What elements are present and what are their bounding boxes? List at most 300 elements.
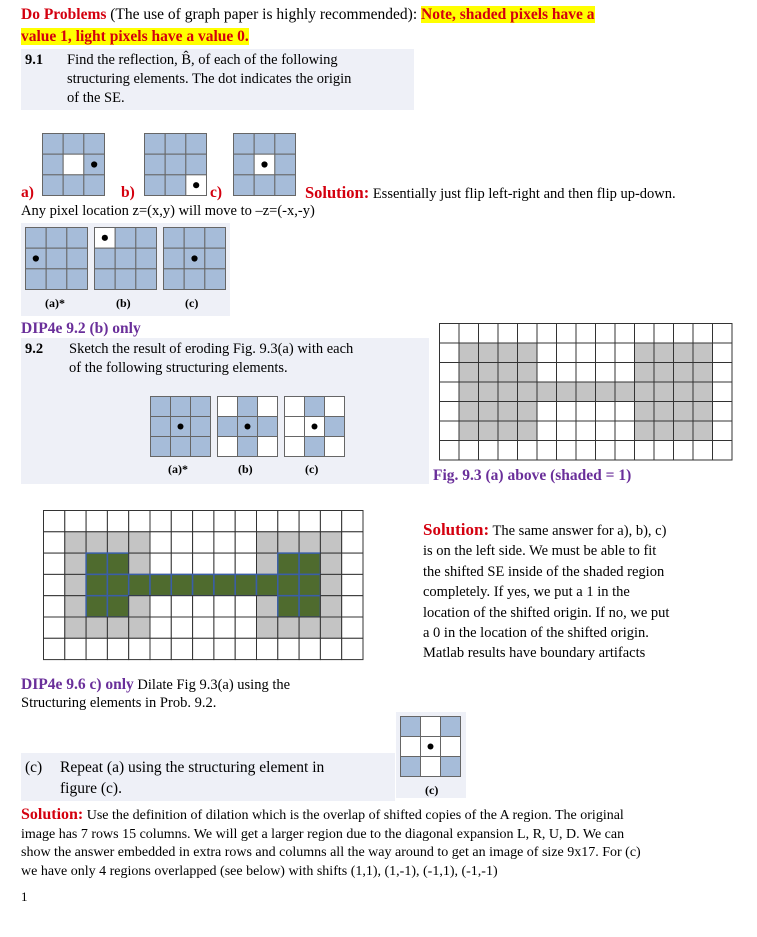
grid-cell — [342, 596, 363, 617]
grid-cell — [299, 574, 320, 595]
grid-cell — [44, 574, 65, 595]
grid-cell — [86, 638, 107, 659]
grid-cell — [278, 596, 299, 617]
grid-cell — [498, 382, 518, 402]
grid-cell — [235, 553, 256, 574]
grid-cell — [576, 382, 596, 402]
grid-cell — [67, 269, 88, 290]
grid-cell — [479, 343, 499, 363]
grid-cell — [26, 228, 47, 249]
grid-cell — [214, 511, 235, 532]
grid-cell — [86, 511, 107, 532]
grid-cell — [459, 402, 479, 422]
grid-cell — [205, 228, 226, 249]
grid-cell — [537, 343, 557, 363]
grid-cell — [537, 363, 557, 383]
grid-cell — [615, 402, 635, 422]
erosion-solution — [423, 520, 753, 664]
repeat-line: Repeat (a) using the structuring element in — [60, 759, 325, 776]
grid-cell — [234, 134, 255, 155]
grid-cell — [320, 617, 341, 638]
grid-cell — [576, 343, 596, 363]
grid-cell — [191, 417, 211, 437]
grid-cell — [171, 574, 192, 595]
grid-cell — [186, 154, 207, 175]
grid-cell — [235, 596, 256, 617]
origin-dot — [193, 182, 199, 188]
grid-cell — [498, 324, 518, 344]
grid-cell — [518, 324, 538, 344]
dilation-solution — [21, 806, 751, 881]
grid-cell — [557, 382, 577, 402]
erosion-solution-label: Solution: — [423, 520, 490, 539]
dip-9-6-text: Dilate Fig 9.3(a) using the — [133, 677, 291, 693]
grid-cell — [615, 363, 635, 383]
problem-line: of the SE. — [67, 90, 125, 106]
grid-cell — [238, 437, 258, 457]
grid-cell — [65, 511, 86, 532]
grid-cell — [171, 532, 192, 553]
grid-cell — [498, 421, 518, 441]
grid-cell — [320, 574, 341, 595]
grid-cell — [63, 154, 84, 175]
grid-cell — [518, 382, 538, 402]
grid-cell — [258, 417, 278, 437]
origin-dot — [191, 255, 197, 261]
reflected-label-c: (c) — [185, 296, 199, 310]
grid-cell — [214, 532, 235, 553]
reflection-solution — [305, 183, 676, 204]
grid-cell — [43, 154, 64, 175]
grid-cell — [518, 402, 538, 422]
grid-cell — [537, 382, 557, 402]
grid-cell — [325, 397, 345, 417]
grid-cell — [518, 421, 538, 441]
grid-cell — [342, 574, 363, 595]
grid-cell — [257, 574, 278, 595]
grid-cell — [214, 574, 235, 595]
origin-dot — [261, 161, 267, 167]
grid-cell — [129, 574, 150, 595]
grid-cell — [576, 363, 596, 383]
grid-cell — [95, 248, 116, 269]
grid-cell — [615, 382, 635, 402]
grid-cell — [537, 421, 557, 441]
grid-cell — [342, 532, 363, 553]
erosion-solution-line: The same answer for a), b), c) — [489, 523, 667, 539]
problem-number: 9.1 — [25, 52, 44, 68]
grid-cell — [325, 417, 345, 437]
erosion-solution-line: is on the left side. We must be able to fit — [423, 543, 657, 560]
erosion-se-grid-c — [284, 396, 346, 458]
se-grid-b — [144, 133, 208, 197]
grid-cell — [107, 553, 128, 574]
grid-cell — [43, 175, 64, 196]
grid-cell — [257, 553, 278, 574]
grid-cell — [186, 134, 207, 155]
grid-cell — [171, 437, 191, 457]
grid-cell — [129, 532, 150, 553]
grid-cell — [136, 269, 157, 290]
grid-cell — [713, 441, 733, 461]
grid-cell — [95, 269, 116, 290]
grid-cell — [193, 574, 214, 595]
grid-cell — [596, 363, 616, 383]
grid-cell — [596, 421, 616, 441]
grid-cell — [65, 574, 86, 595]
grid-cell — [654, 421, 674, 441]
grid-cell — [576, 441, 596, 461]
grid-cell — [258, 437, 278, 457]
grid-cell — [278, 574, 299, 595]
dilation-solution-line: show the answer embedded in extra rows and columns all the way around to get an image of size 9x17. For (c) — [21, 845, 641, 860]
grid-cell — [498, 402, 518, 422]
grid-cell — [479, 421, 499, 441]
grid-cell — [150, 532, 171, 553]
grid-cell — [537, 324, 557, 344]
grid-cell — [654, 363, 674, 383]
grid-cell — [693, 343, 713, 363]
se-label-c: c) — [210, 184, 223, 201]
grid-cell — [43, 134, 64, 155]
move-text: Any pixel location z=(x,y) will move to –z=(-x,-y) — [21, 203, 315, 219]
grid-cell — [86, 553, 107, 574]
grid-cell — [635, 363, 655, 383]
grid-cell — [84, 134, 105, 155]
grid-cell — [218, 417, 238, 437]
dilation-solution-line: we have only 4 regions overlapped (see below) with shifts (1,1), (1,-1), (-1,1), (-1,-1) — [21, 863, 498, 879]
grid-cell — [86, 617, 107, 638]
grid-cell — [498, 441, 518, 461]
problem-number: 9.2 — [25, 341, 44, 357]
grid-cell — [191, 397, 211, 417]
grid-cell — [693, 382, 713, 402]
grid-cell — [305, 397, 325, 417]
grid-cell — [674, 382, 694, 402]
grid-cell — [635, 402, 655, 422]
grid-cell — [26, 269, 47, 290]
grid-cell — [171, 553, 192, 574]
grid-cell — [596, 382, 616, 402]
grid-cell — [596, 324, 616, 344]
grid-cell — [44, 511, 65, 532]
grid-cell — [635, 441, 655, 461]
grid-cell — [320, 638, 341, 659]
dilation-se-grid — [400, 716, 462, 778]
grid-cell — [440, 382, 460, 402]
grid-cell — [401, 717, 421, 737]
origin-dot — [428, 744, 434, 750]
grid-cell — [257, 596, 278, 617]
grid-cell — [576, 421, 596, 441]
do-problems-label: Do Problems — [21, 6, 107, 23]
grid-cell — [557, 343, 577, 363]
shaded-note-line2: value 1, light pixels have a value 0. — [21, 28, 249, 45]
grid-cell — [557, 363, 577, 383]
grid-cell — [136, 228, 157, 249]
grid-cell — [136, 248, 157, 269]
grid-cell — [65, 553, 86, 574]
grid-cell — [214, 596, 235, 617]
se-label-a-row — [21, 183, 34, 203]
repeat-block — [21, 753, 395, 801]
grid-cell — [171, 511, 192, 532]
solution-text: Essentially just flip left-right and then flip up-down. — [369, 186, 676, 202]
dilation-solution-label: Solution: — [21, 806, 84, 823]
grid-cell — [325, 437, 345, 457]
grid-cell — [635, 343, 655, 363]
grid-cell — [165, 154, 186, 175]
grid-cell — [145, 175, 166, 196]
grid-cell — [441, 757, 461, 777]
grid-cell — [285, 417, 305, 437]
grid-cell — [479, 324, 499, 344]
se-label-b-row — [121, 183, 135, 203]
grid-cell — [129, 511, 150, 532]
grid-cell — [674, 343, 694, 363]
erosion-result-grid — [43, 510, 365, 662]
fig-9-3a-grid — [439, 323, 735, 462]
grid-cell — [107, 617, 128, 638]
reflected-se-grid-c — [163, 227, 227, 291]
grid-cell — [557, 402, 577, 422]
se-grid-c — [233, 133, 297, 197]
grid-cell — [615, 324, 635, 344]
grid-cell — [693, 421, 713, 441]
problem-line: Find the reflection, B̂, of each of the following — [67, 52, 338, 68]
grid-cell — [235, 532, 256, 553]
grid-cell — [44, 596, 65, 617]
grid-cell — [254, 134, 275, 155]
grid-cell — [693, 402, 713, 422]
grid-cell — [150, 596, 171, 617]
grid-cell — [150, 553, 171, 574]
grid-cell — [440, 363, 460, 383]
grid-cell — [254, 175, 275, 196]
grid-cell — [479, 402, 499, 422]
grid-cell — [596, 402, 616, 422]
grid-cell — [171, 596, 192, 617]
grid-cell — [459, 441, 479, 461]
grid-cell — [193, 596, 214, 617]
grid-cell — [299, 596, 320, 617]
grid-cell — [84, 175, 105, 196]
grid-cell — [275, 134, 296, 155]
erosion-label-c: (c) — [305, 462, 319, 476]
grid-cell — [441, 717, 461, 737]
grid-cell — [596, 441, 616, 461]
erosion-se-grid-a — [150, 396, 212, 458]
grid-cell — [654, 382, 674, 402]
grid-cell — [421, 717, 441, 737]
grid-cell — [320, 511, 341, 532]
grid-cell — [278, 553, 299, 574]
grid-cell — [86, 574, 107, 595]
dip-9-6-heading-row — [21, 675, 290, 695]
grid-cell — [518, 343, 538, 363]
grid-cell — [299, 553, 320, 574]
dip-9-6-text-line2: Structuring elements in Prob. 9.2. — [21, 695, 217, 711]
grid-cell — [107, 532, 128, 553]
grid-cell — [654, 343, 674, 363]
grid-cell — [440, 441, 460, 461]
fig-9-3a-caption: Fig. 9.3 (a) above (shaded = 1) — [433, 467, 632, 484]
grid-cell — [151, 397, 171, 417]
erosion-solution-line: location of the shifted origin. If no, we put — [423, 604, 670, 621]
erosion-se-grid-b — [217, 396, 279, 458]
grid-cell — [257, 617, 278, 638]
grid-cell — [238, 397, 258, 417]
grid-cell — [440, 343, 460, 363]
grid-cell — [459, 382, 479, 402]
grid-cell — [440, 324, 460, 344]
grid-cell — [674, 324, 694, 344]
grid-cell — [193, 511, 214, 532]
grid-cell — [46, 228, 67, 249]
grid-cell — [275, 154, 296, 175]
grid-cell — [674, 421, 694, 441]
reflected-label-b: (b) — [116, 296, 131, 310]
shaded-note: Note, shaded pixels have a — [421, 6, 595, 23]
grid-cell — [576, 324, 596, 344]
repeat-line: figure (c). — [60, 780, 122, 797]
grid-cell — [63, 134, 84, 155]
dip-9-2-heading: DIP4e 9.2 (b) only — [21, 320, 141, 337]
grid-cell — [193, 553, 214, 574]
grid-cell — [107, 638, 128, 659]
grid-cell — [193, 617, 214, 638]
grid-cell — [150, 511, 171, 532]
grid-cell — [129, 617, 150, 638]
grid-cell — [342, 638, 363, 659]
grid-cell — [615, 421, 635, 441]
grid-cell — [557, 441, 577, 461]
grid-cell — [440, 402, 460, 422]
grid-cell — [44, 617, 65, 638]
grid-cell — [107, 596, 128, 617]
grid-cell — [498, 363, 518, 383]
grid-cell — [46, 248, 67, 269]
problem-line: of the following structuring elements. — [69, 360, 288, 376]
grid-cell — [518, 441, 538, 461]
erosion-solution-line: Matlab results have boundary artifacts — [423, 645, 646, 662]
erosion-solution-line: a 0 in the location of the shifted origin. — [423, 625, 649, 642]
solution-label: Solution: — [305, 183, 370, 202]
grid-cell — [635, 324, 655, 344]
problem-line: Sketch the result of eroding Fig. 9.3(a) with each — [69, 341, 354, 357]
grid-cell — [537, 402, 557, 422]
dilation-solution-line: image has 7 rows 15 columns. We will get a larger region due to the diagonal expansion L, R, U, D. We can — [21, 826, 625, 842]
grid-cell — [65, 617, 86, 638]
origin-dot — [102, 235, 108, 241]
se-label-b: b) — [121, 184, 135, 201]
grid-cell — [129, 553, 150, 574]
grid-cell — [205, 248, 226, 269]
grid-cell — [713, 363, 733, 383]
grid-cell — [537, 441, 557, 461]
grid-cell — [86, 532, 107, 553]
grid-cell — [278, 511, 299, 532]
grid-cell — [479, 363, 499, 383]
grid-cell — [693, 324, 713, 344]
grid-cell — [299, 532, 320, 553]
grid-cell — [320, 596, 341, 617]
header-line1 — [21, 5, 741, 25]
grid-cell — [441, 737, 461, 757]
origin-dot — [33, 255, 39, 261]
grid-cell — [654, 402, 674, 422]
grid-cell — [235, 617, 256, 638]
grid-cell — [165, 134, 186, 155]
grid-cell — [164, 228, 185, 249]
grid-cell — [479, 382, 499, 402]
grid-cell — [67, 248, 88, 269]
grid-cell — [257, 638, 278, 659]
grid-cell — [299, 511, 320, 532]
grid-cell — [713, 402, 733, 422]
grid-cell — [713, 324, 733, 344]
grid-cell — [184, 228, 205, 249]
grid-cell — [459, 421, 479, 441]
grid-cell — [498, 343, 518, 363]
reflected-label-a: (a)* — [45, 296, 65, 310]
grid-cell — [421, 757, 441, 777]
grid-cell — [46, 269, 67, 290]
page-number: 1 — [21, 889, 28, 904]
grid-cell — [713, 343, 733, 363]
reflected-se-grid-b — [94, 227, 158, 291]
grid-cell — [235, 574, 256, 595]
grid-cell — [654, 441, 674, 461]
grid-cell — [191, 437, 211, 457]
grid-cell — [401, 757, 421, 777]
grid-cell — [693, 363, 713, 383]
dip-9-6-heading: DIP4e 9.6 c) only — [21, 676, 134, 693]
header-line2 — [21, 27, 249, 47]
grid-cell — [674, 441, 694, 461]
grid-cell — [150, 574, 171, 595]
se-label-c-row — [210, 183, 222, 203]
grid-cell — [234, 154, 255, 175]
grid-cell — [285, 397, 305, 417]
grid-cell — [518, 363, 538, 383]
dilation-solution-line: Use the definition of dilation which is the overlap of shifted copies of the A region. The original — [83, 808, 624, 823]
grid-cell — [275, 175, 296, 196]
grid-cell — [305, 437, 325, 457]
grid-cell — [214, 553, 235, 574]
grid-cell — [674, 402, 694, 422]
grid-cell — [63, 175, 84, 196]
grid-cell — [214, 617, 235, 638]
grid-cell — [320, 532, 341, 553]
grid-cell — [278, 617, 299, 638]
grid-cell — [65, 638, 86, 659]
grid-cell — [205, 269, 226, 290]
erosion-solution-line: completely. If yes, we put a 1 in the — [423, 584, 630, 601]
grid-cell — [257, 511, 278, 532]
grid-cell — [278, 532, 299, 553]
grid-cell — [151, 437, 171, 457]
grid-cell — [557, 421, 577, 441]
grid-cell — [218, 437, 238, 457]
problem-9-1-block — [21, 49, 414, 110]
grid-cell — [184, 269, 205, 290]
grid-cell — [65, 532, 86, 553]
grid-cell — [115, 248, 136, 269]
grid-cell — [115, 228, 136, 249]
grid-cell — [459, 343, 479, 363]
grid-cell — [479, 441, 499, 461]
